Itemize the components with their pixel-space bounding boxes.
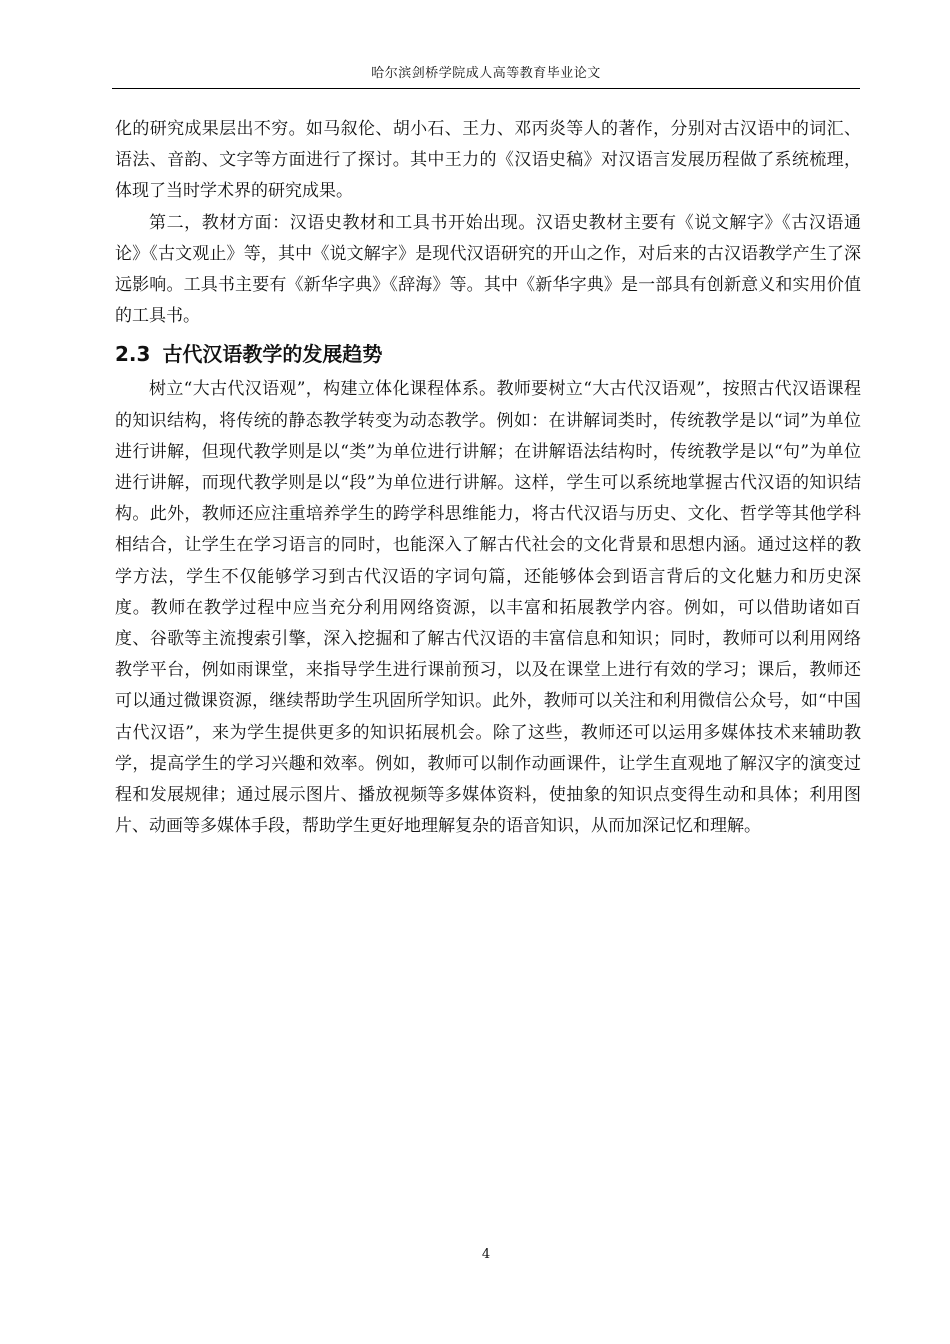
page-body (115, 114, 861, 842)
page-number: 4 (481, 1247, 491, 1262)
paragraph-trends: 树立“大古代汉语观”，构建立体化课程体系。教师要树立“大古代汉语观”，按照古代汉语课程的知识结构，将传统的静态教学转变为动态教学。例如：在讲解词类时，传统教学是以“词”为单位进行讲解，但现代教学则是以“类”为单位进行讲解；在讲解语法结构时，传统教学是以“句”为单位进行讲解，而现代教学则是以“段”为单位进行讲解。这样，学生可以系统地掌握古代汉语的知识结构。此外，教师还应注重培养学生的跨学科思维能力，将古代汉语与历史、文化、哲学等其他学科相结合，让学生在学习语言的同时，也能深入了解古代社会的文化背景和思想内涵。通过这样的教学方法，学生不仅能够学习到古代汉语的字词句篇，还能够体会到语言背后的文化魅力和历史深度。教师在教学过程中应当充分利用网络资源，以丰富和拓展教学内容。例如，可以借助诸如百度、谷歌等主流搜索引擎，深入挖掘和了解古代汉语的丰富信息和知识；同时，教师可以利用网络教学平台，例如雨课堂，来指导学生进行课前预习，以及在课堂上进行有效的学习；课后，教师还可以通过微课资源，继续帮助学生巩固所学知识。此外，教师可以关注和利用微信公众号，如“中国古代汉语”，来为学生提供更多的知识拓展机会。除了这些，教师还可以运用多媒体技术来辅助教学，提高学生的学习兴趣和效率。例如，教师可以制作动画课件，让学生直观地了解汉字的演变过程和发展规律；通过展示图片、播放视频等多媒体资料，使抽象的知识点变得生动和具体；利用图片、动画等多媒体手段，帮助学生更好地理解复杂的语音知识，从而加深记忆和理解。 (115, 379, 861, 837)
section-heading (115, 338, 861, 370)
section-number: 2.3 (115, 342, 151, 367)
header-rule (112, 88, 860, 89)
paragraph-textbooks: 第二，教材方面：汉语史教材和工具书开始出现。汉语史教材主要有《说文解字》《古汉语通论》《古文观止》等，其中《说文解字》是现代汉语研究的开山之作，对后来的古汉语教学产生了深远影响。工具书主要有《新华字典》《辞海》等。其中《新华字典》是一部具有创新意义和实用价值的工具书。 (115, 212, 861, 327)
running-header: 哈尔滨剑桥学院成人高等教育毕业论文 (371, 66, 601, 81)
section-title: 古代汉语教学的发展趋势 (162, 342, 383, 367)
paragraph-continuation: 化的研究成果层出不穷。如马叙伦、胡小石、王力、邓丙炎等人的著作，分别对古汉语中的词汇、语法、音韵、文字等方面进行了探讨。其中王力的《汉语史稿》对汉语言发展历程做了系统梳理，体现了当时学术界的研究成果。 (115, 119, 861, 202)
